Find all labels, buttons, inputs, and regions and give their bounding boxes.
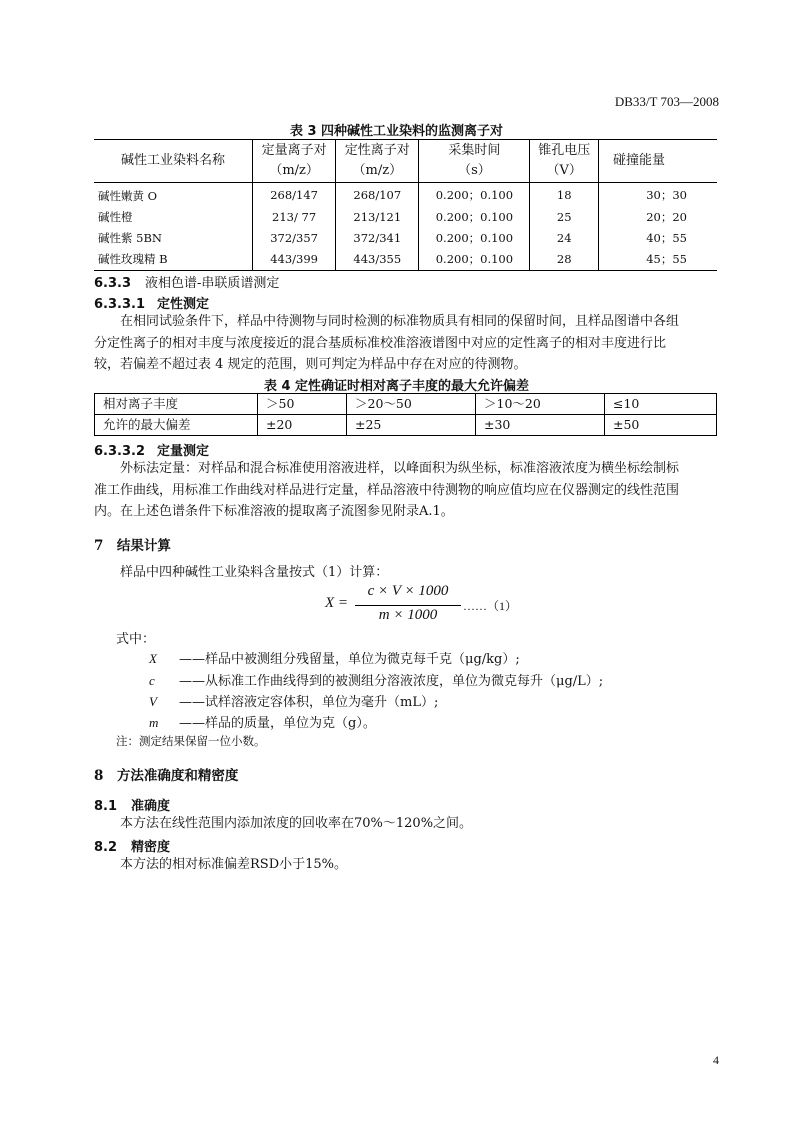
table-cell: ±20 (258, 415, 347, 436)
table-cell: 372/341 (336, 228, 419, 249)
section-8-heading: 8 方法准确度和精密度 (94, 768, 239, 784)
formula-numerator: c × V × 1000 (367, 583, 449, 599)
table-cell: 30；30 (599, 183, 718, 208)
variable-m: m ——样品的质量，单位为克（g）。 (149, 715, 376, 731)
table-cell: 相对离子丰度 (95, 394, 258, 415)
table-row (94, 228, 717, 249)
section-6-3-3-2-heading: 6.3.3.2 定量测定 (94, 444, 210, 459)
table-cell: 20；20 (599, 207, 718, 228)
table-cell: 碱性橙 (94, 207, 253, 228)
table-cell: 268/107 (336, 183, 419, 208)
section-6-3-3-2-paragraph: 外标法定量：对样品和混合标准使用溶液进样，以峰面积为纵坐标，标准溶液浓度为横坐标绘制标 准工作曲线，用标准工作曲线对样品进行定量，样品溶液中待测物的响应值均应在仪器测定的线性范围 内。在上述色谱条件下标准溶液的提取离子流图参见附录A.1。 (94, 461, 680, 519)
variable-c: c ——从标准工作曲线得到的被测组分溶液浓度，单位为微克每升（μg/L）; (149, 673, 604, 689)
table4 (94, 393, 717, 436)
section-8-1-text: 本方法在线性范围内添加浓度的回收率在70%～120%之间。 (120, 816, 473, 831)
section-7-heading: 7 结果计算 (94, 538, 171, 554)
section-8-2-text: 本方法的相对标准偏差RSD小于15%。 (120, 857, 348, 872)
table-cell: 28 (530, 249, 599, 271)
table-cell: 372/357 (253, 228, 336, 249)
table-cell: 碱性紫 5BN (94, 228, 253, 249)
note: 注：测定结果保留一位小数。 (116, 734, 266, 748)
section-6-3-3-heading: 6.3.3 液相色谱-串联质谱测定 (94, 276, 280, 291)
table3-header-row (94, 140, 717, 183)
table3-caption: 表 3 四种碱性工业染料的监测离子对 (289, 124, 504, 139)
table-cell: 268/147 (253, 183, 336, 208)
table4-caption: 表 4 定性确证时相对离子丰度的最大允许偏差 (263, 379, 530, 394)
table-cell: 25 (530, 207, 599, 228)
formula-denominator: m × 1000 (378, 607, 438, 623)
table3-header-cell: 定量离子对 （m/z） (253, 140, 336, 183)
table-cell: 45；55 (599, 249, 718, 271)
table-cell: 0.200；0.100 (419, 249, 530, 271)
table-cell: 443/355 (336, 249, 419, 271)
formula-lhs: X = (325, 595, 349, 611)
table-cell: ≤10 (605, 394, 717, 415)
section-6-3-3-1-paragraph: 在相同试验条件下，样品中待测物与同时检测的标准物质具有相同的保留时间，且样品图谱中各组 分定性离子的相对丰度与浓度接近的混合基质标准校准溶液谱图中对应的定性离子的相对丰度进行比 较，若偏差不超过表 4 规定的范围，则可判定为样品中存在对应的待测物。 (94, 314, 680, 372)
table-row (94, 183, 717, 208)
section-8-1-heading: 8.1 准确度 (94, 799, 171, 814)
table-cell: 213/ 77 (253, 207, 336, 228)
table-cell: ±50 (605, 415, 717, 436)
page-number: 4 (713, 1053, 719, 1067)
variable-v: V ——试样溶液定容体积，单位为毫升（mL）; (149, 694, 439, 710)
table-cell: 40；55 (599, 228, 718, 249)
variable-x: X ——样品中被测组分残留量，单位为微克每千克（μg/kg）; (149, 651, 520, 667)
document-id: DB33/T 703—2008 (614, 94, 719, 109)
table-cell: ±25 (347, 415, 476, 436)
table-cell: ＞20～50 (347, 394, 476, 415)
table-cell: 0.200；0.100 (419, 183, 530, 208)
table-cell: 0.200；0.100 (419, 207, 530, 228)
table-cell: ＞50 (258, 394, 347, 415)
formula-number: ……（1） (463, 599, 518, 613)
table-cell: ±30 (476, 415, 605, 436)
table-row (95, 394, 717, 415)
table3-header-cell: 采集时间 （s） (419, 140, 530, 183)
formula-1 (325, 584, 525, 628)
table3-header-cell: 碰撞能量 (599, 140, 718, 183)
table-cell: 允许的最大偏差 (95, 415, 258, 436)
table-cell: ＞10～20 (476, 394, 605, 415)
table-cell: 213/121 (336, 207, 419, 228)
table3-header-cell: 定性离子对 （m/z） (336, 140, 419, 183)
table-cell: 18 (530, 183, 599, 208)
table3 (94, 139, 717, 271)
where-label: 式中： (116, 632, 156, 647)
table-row (95, 415, 717, 436)
section-7-intro: 样品中四种碱性工业染料含量按式（1）计算： (120, 565, 389, 580)
table3-header-cell: 碱性工业染料名称 (94, 140, 253, 183)
section-6-3-3-1-heading: 6.3.3.1 定性测定 (94, 297, 210, 312)
table-row (94, 249, 717, 271)
table-cell: 碱性嫩黄 O (94, 183, 253, 208)
table-cell: 24 (530, 228, 599, 249)
table-cell: 碱性玫瑰精 B (94, 249, 253, 271)
table-cell: 443/399 (253, 249, 336, 271)
section-8-2-heading: 8.2 精密度 (94, 840, 171, 855)
fraction-bar (355, 605, 461, 606)
table-cell: 0.200；0.100 (419, 228, 530, 249)
table3-header-cell: 锥孔电压 （V） (530, 140, 599, 183)
table-row (94, 207, 717, 228)
